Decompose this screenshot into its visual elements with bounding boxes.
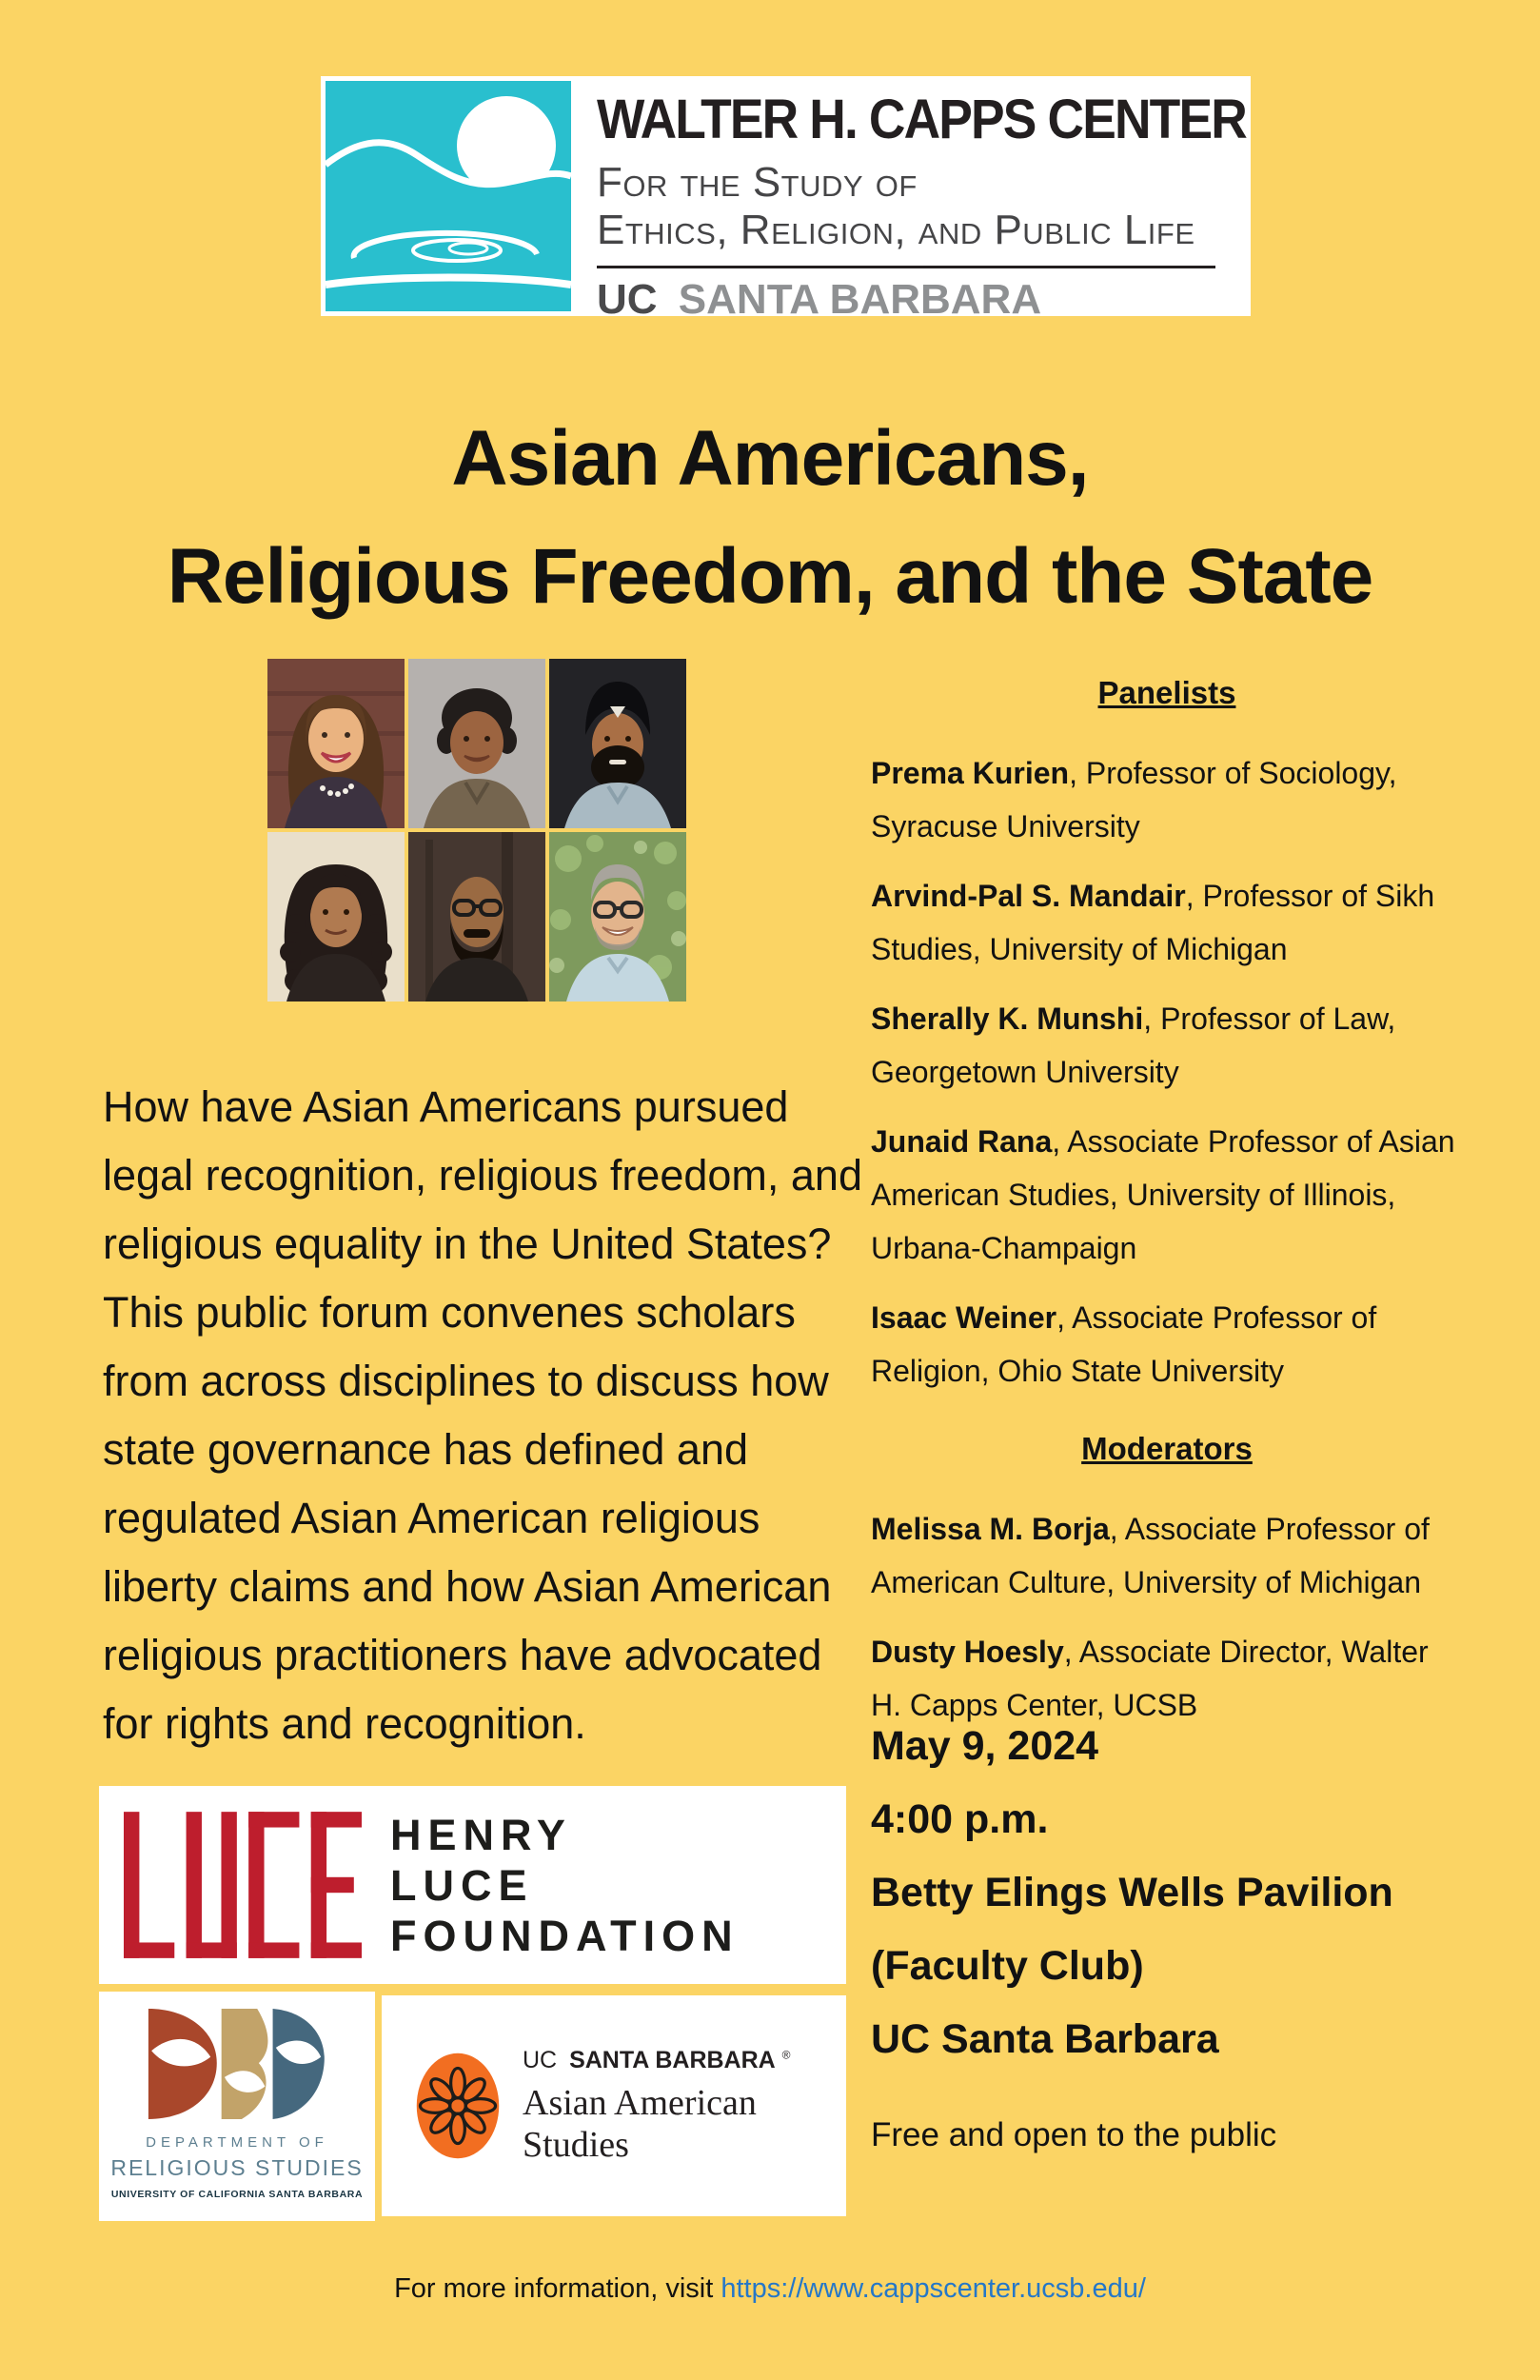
capps-logo-title: WALTER H. CAPPS CENTER (597, 89, 1246, 150)
moon-over-water-ripples-icon (326, 81, 571, 311)
panelist-item (871, 1115, 1463, 1275)
panelist-name: Junaid Rana (871, 1124, 1053, 1159)
panelist-item (871, 746, 1463, 853)
registered-trademark-icon: ® (781, 2048, 791, 2062)
drs-university-line: UNIVERSITY OF CALIFORNIA SANTA BARBARA (110, 2189, 364, 2200)
footer-link[interactable]: https://www.cappscenter.ucsb.edu/ (721, 2273, 1146, 2304)
headshot-photo-4 (267, 832, 405, 1002)
panelist-name: Sherally K. Munshi (871, 1002, 1144, 1036)
luce-word-3: FOUNDATION (390, 1911, 740, 1960)
panelist-desc: , Professor of Sociology, Syracuse University (871, 756, 1397, 843)
drs-dept-line-2: RELIGIOUS STUDIES (110, 2155, 364, 2180)
panelist-photo-grid (267, 659, 686, 1002)
capps-campus-name: SANTA BARBARA (678, 276, 1042, 323)
luce-block-letters-icon (124, 1809, 362, 1961)
capps-logo-divider (597, 266, 1215, 268)
religious-studies-logo (99, 1992, 375, 2221)
capps-logo-subtitle-2: Ethics, Religion, and Public Life (597, 207, 1195, 253)
headshot-photo-2 (408, 659, 545, 828)
event-admission-note: Free and open to the public (871, 2116, 1277, 2153)
capps-campus-uc: UC (597, 276, 658, 323)
panelist-name: Prema Kurien (871, 756, 1070, 790)
panelist-item (871, 1291, 1463, 1398)
event-details (871, 1710, 1537, 2154)
aas-department: Asian American Studies (523, 2082, 757, 2165)
luce-foundation-wordmark (390, 1810, 740, 1961)
participants-column (871, 666, 1463, 1748)
event-venue-detail: (Faculty Club) (871, 1943, 1144, 1989)
event-venue: Betty Elings Wells Pavilion (871, 1870, 1393, 1915)
headshot-photo-5 (408, 832, 545, 1002)
event-time: 4:00 p.m. (871, 1796, 1049, 1842)
panelist-desc: , Associate Professor of Asian American Studies, University of Illinois, Urbana-Champaign (871, 1124, 1455, 1265)
drs-dept-line-1: DEPARTMENT OF (146, 2134, 328, 2151)
moderator-desc: , Associate Professor of American Culture, University of Michigan (871, 1512, 1430, 1599)
geometric-flower-medallion-icon (414, 2050, 502, 2162)
panelist-name: Isaac Weiner (871, 1300, 1057, 1335)
headshot-photo-3 (549, 659, 686, 828)
aas-uc: UC (523, 2046, 558, 2073)
moderator-item (871, 1502, 1463, 1609)
footer-text: For more information, visit (394, 2273, 721, 2304)
drs-abstract-letters-icon (144, 2003, 330, 2125)
capps-logo-campus (597, 276, 1240, 324)
page-title-line-2: Religious Freedom, and the State (167, 533, 1373, 620)
capps-center-logo (321, 76, 1251, 323)
luce-foundation-logo (99, 1786, 846, 1984)
aas-campus: SANTA BARBARA (569, 2046, 776, 2073)
moderators-heading: Moderators (1081, 1431, 1253, 1466)
page-title (0, 400, 1540, 636)
capps-logo-text (597, 88, 1246, 324)
luce-word-2: LUCE (390, 1860, 534, 1910)
headshot-photo-1 (267, 659, 405, 828)
aas-campus-line (523, 2047, 846, 2074)
panelist-desc: , Associate Professor of Religion, Ohio State University (871, 1300, 1377, 1388)
panelist-name: Arvind-Pal S. Mandair (871, 879, 1186, 913)
aas-logo-text (523, 2047, 846, 2166)
event-campus: UC Santa Barbara (871, 2016, 1219, 2062)
panelists-heading: Panelists (1097, 675, 1236, 710)
headshot-photo-6 (549, 832, 686, 1002)
luce-word-1: HENRY (390, 1810, 572, 1859)
intro-paragraph: How have Asian Americans pursued legal recognition, religious freedom, and religious equality in the United States? This public forum convenes scholars from across disciplines to discuss how state governance has defined and regulated Asian American religious liberty claims and how Asian American religious practitioners have advocated for rights and recognition. (103, 1082, 862, 1748)
moderator-name: Melissa M. Borja (871, 1512, 1110, 1546)
capps-logo-subtitle-1: For the Study of (597, 159, 918, 206)
panelist-desc: , Professor of Law, Georgetown University (871, 1002, 1396, 1089)
event-date: May 9, 2024 (871, 1723, 1099, 1769)
page-title-line-1: Asian Americans, (451, 415, 1089, 502)
panelist-item (871, 992, 1463, 1099)
footer (0, 2273, 1540, 2305)
panelist-desc: , Professor of Sikh Studies, University of Michigan (871, 879, 1435, 966)
panelist-item (871, 869, 1463, 976)
moderator-name: Dusty Hoesly (871, 1635, 1064, 1669)
moderator-desc: , Associate Director, Walter H. Capps Center, UCSB (871, 1635, 1429, 1722)
asian-american-studies-logo (382, 1995, 846, 2216)
